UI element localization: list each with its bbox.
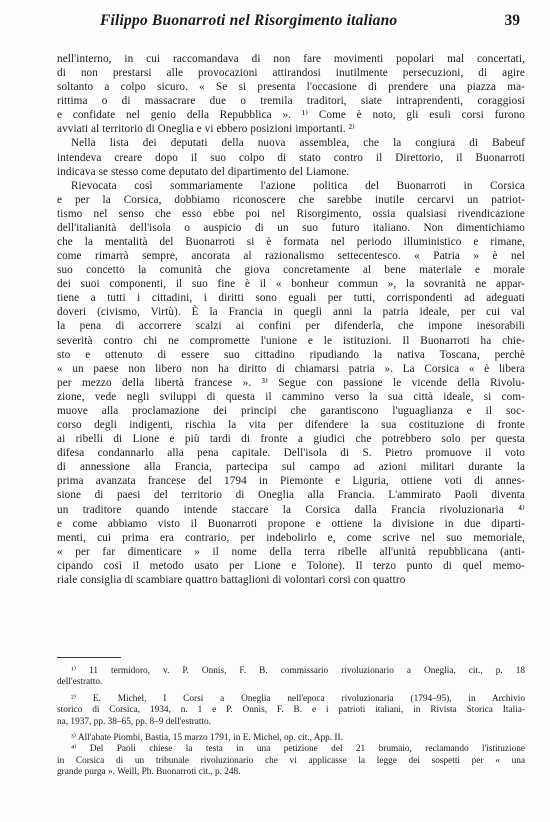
body-line: e come abbiamo visto il Buonarroti propone e ottiene la divisione in due diparti- <box>57 517 525 530</box>
body-text <box>57 52 525 587</box>
body-line: « un paese non libero non ha diritto di chiamarsi patria ». La Corsica « è libera <box>57 362 525 375</box>
body-line: che la mentalità del Buonarroti si è formata nel periodo illuministico e rimane, <box>57 236 525 249</box>
body-line: di non prestarsi alle provocazioni attirandosi inutilmente persecuzioni, di agire <box>57 67 525 80</box>
footnote-line: dell'estratto. <box>57 677 103 688</box>
body-line: muove alla proclamazione dei principi che garantiscono l'uguaglianza e il soc- <box>57 404 525 417</box>
body-line: rittima o di massacrare due o tremila traditori, siate intraprendenti, coraggiosi <box>57 95 525 108</box>
body-line: prima avanzata francese del 1794 in Piemonte e Liguria, ottiene voti di annes- <box>57 475 525 488</box>
body-line: suo concetto la comunità che giova concretamente al bene materiale e morale <box>57 264 525 277</box>
body-line: avviati al territorio di Oneglia e vi ebbero posizioni importanti. ²⁾ <box>57 123 355 136</box>
body-line: doveri (civismo, Virtù). È la Francia in quegli anni la patria ideale, per cui val <box>57 306 525 319</box>
page-number: 39 <box>504 12 520 29</box>
body-line: intendeva creare dopo il suo colpo di stato contro il Direttorio, il Buonarroti <box>57 151 525 164</box>
body-line: e confidate nel genio della Repubblica ». ¹⁾ Come è noto, gli esuli corsi furono <box>57 109 525 122</box>
body-line: Rievocata così sommariamente l'azione politica del Buonarroti in Corsica <box>71 179 525 192</box>
body-line: cipando così il metodo usato per Lione e Tolone). Il terzo punto di quel memo- <box>57 559 525 572</box>
body-line: di annessione alla Francia, partecipa sul campo ad azioni militari durante la <box>57 461 525 474</box>
body-line: sione di paesi del territorio di Oneglia alla Francia. L'ammirato Paoli diventa <box>57 489 525 502</box>
body-line: per mezzo della libertà francese ». ³⁾ Segue con passione le vicende della Rivolu- <box>57 376 525 389</box>
footnote-line: storico di Corsica, 1934, n. 1 e P. Onnis, F. B. e i patrioti italiani, in Rivista Storica Italia- <box>57 705 525 716</box>
body-line: la pena di accorrere scalzi ai confini per difenderla, che impone inesorabili <box>57 320 525 333</box>
footnotes <box>57 666 525 779</box>
body-line: nell'interno, in cui raccomandava di non fare movimenti popolari mal concertati, <box>57 53 525 65</box>
body-line: riale consiglia di scambiare quattro battaglioni di volontari corsi con quattro <box>57 573 406 586</box>
running-title: Filippo Buonarroti nel Risorgimento italiano <box>100 12 398 29</box>
footnote-rule <box>57 657 121 658</box>
body-line: tismo nel senso che esso ebbe poi nel Risorgimento, ossia qualsiasi rivendicazione <box>57 207 525 220</box>
body-line: dei suoi componenti, il suo fine è il « bonheur commun », la sovranità ne appar- <box>57 278 525 291</box>
body-line: corso degli indigenti, rischia la vita per difendere la sua costituzione di fronte <box>57 419 525 432</box>
page-header <box>100 12 520 36</box>
footnote-line: grande purga ». Weill, Ph. Buonarroti cit., p. 248. <box>57 767 241 778</box>
body-line: dell'italianità dell'isola o auspicio di un suo futuro italiano. Non dimentichiamo <box>57 221 525 234</box>
body-line: tiene a tutti i cittadini, i diritti sono eguali per tutti, corrispondenti ad adeguati <box>57 292 525 305</box>
footnote-line: ¹⁾ 11 termidoro, v. P. Onnis, F. B. commissario rivoluzionario a Oneglia, cit., p. 18 <box>71 666 525 676</box>
body-line: e per la Corsica, dobbiamo riconoscere che sarebbe inutile cercarvi un patriot- <box>57 193 525 206</box>
body-line: indicava se stesso come deputato del dipartimento del Liamone. <box>57 165 350 178</box>
body-line: ai ribelli di Lione e più tardi di fronte a giudici che potrebbero solo per questa <box>57 433 525 446</box>
body-line: un traditore quando intende staccare la Corsica dalla Francia rivoluzionaria ⁴⁾ <box>57 503 525 516</box>
footnote-line: ³⁾ All'abate Piombi, Bastia, 15 marzo 1791, in E. Michel, op. cit., App. II. <box>71 733 343 744</box>
footnote-line: ²⁾ E. Michel, I Corsi a Oneglia nell'epoca rivoluzionaria (1794–95), in Archivio <box>71 693 525 704</box>
body-line: « per far dimenticare » il nome della terra ribelle all'unità repubblicana (anti- <box>57 545 525 558</box>
body-line: severità contro chi ne compromette l'unione e le istituzioni. Il Buonarroti ha chie- <box>57 334 525 347</box>
footnote-line: na, 1937, pp. 38–65, pp. 8–9 dell'estratto. <box>57 716 212 727</box>
body-line: zione, vede negli sviluppi di questa il cammino verso la sua città ideale, si com- <box>57 390 525 403</box>
footnote-line: ⁴⁾ Del Paoli chiese la testa in una petizione del 21 brumaio, reclamando l'istituzione <box>71 744 525 755</box>
footnote-line: in Corsica di un tribunale rivoluzionario che vi applicasse la legge dei sospetti per « una <box>57 755 525 766</box>
body-line: menti, cui prima era contrario, per indebolirlo e, come scrive nel suo memoriale, <box>57 531 525 544</box>
body-line: come rimarrà sempre, ancorata al razionalismo settecentesco. « Patria » è nel <box>57 250 525 263</box>
body-line: sto e ottenuto di essere suo cittadino ripudiando la nativa Toscana, perchè <box>57 348 525 361</box>
body-line: Nella lista dei deputati della nuova assemblea, che la congiura di Babeuf <box>71 137 525 150</box>
body-line: difesa condannarlo alla pena capitale. Dell'isola di S. Pietro promuove il voto <box>57 447 525 460</box>
body-line: soltanto a colpo sicuro. « Se si presenta l'occasione di prendere una piazza ma- <box>57 81 525 94</box>
